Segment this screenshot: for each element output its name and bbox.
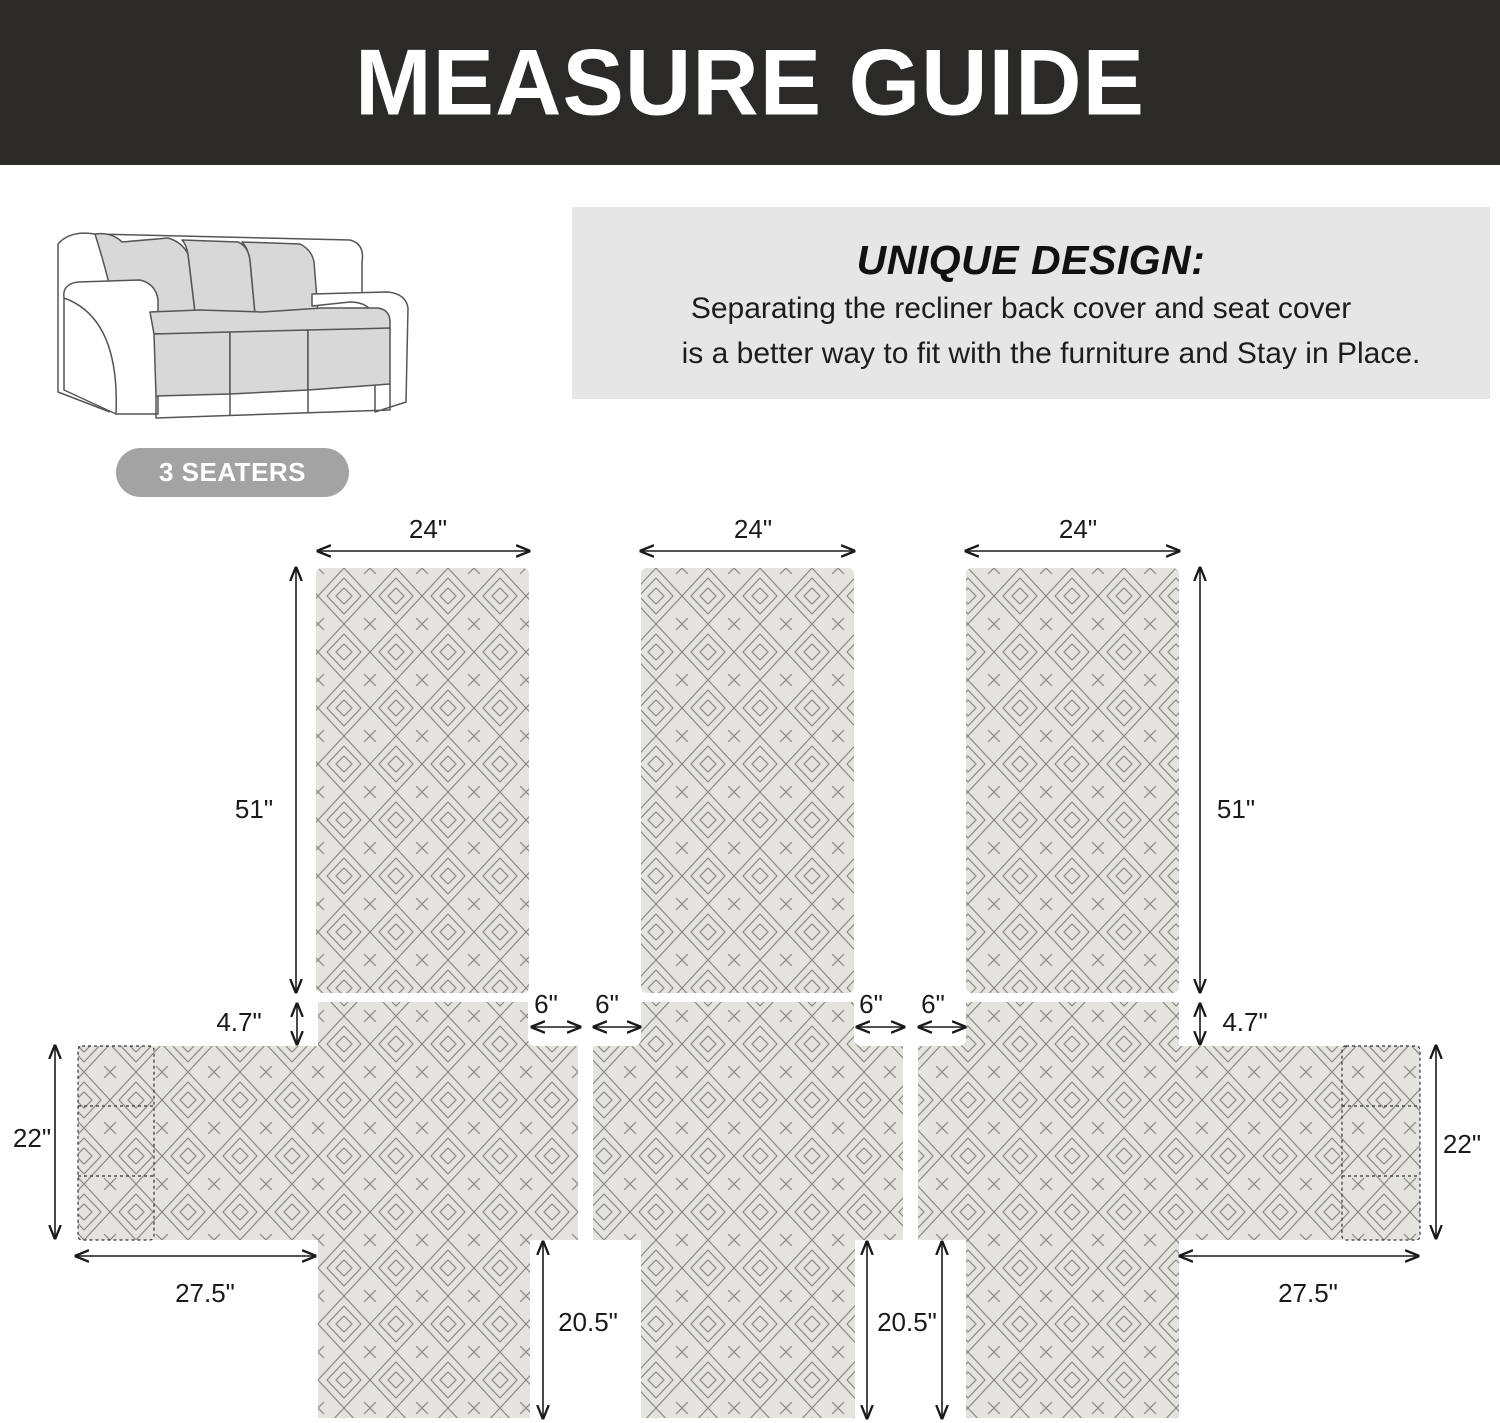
label-footrest-left: 20.5" [558,1307,618,1337]
back-cover-left [316,568,529,993]
unique-design-text-line-2: is a better way to fit with the furniture and Stay in Place. [681,337,1421,370]
label-back-width-middle: 24" [733,514,773,544]
sofa-illustration [50,222,415,432]
label-armrest-width-right: 22" [1442,1129,1482,1159]
label-tuck-3: 6" [859,989,883,1019]
label-tuck-4: 6" [921,989,945,1019]
page-title: MEASURE GUIDE [355,30,1145,135]
label-back-width-right: 24" [1058,514,1098,544]
unique-design-title: UNIQUE DESIGN: [856,237,1206,283]
back-cover-middle [641,568,854,993]
header-banner [0,0,1500,165]
seat-cover-left [78,1002,578,1418]
cover-measure-diagram [0,500,1500,1423]
seat-cover-middle [593,1002,903,1418]
back-cover-right [966,568,1179,993]
label-back-length-right: 51" [1216,794,1256,824]
label-tuck-2: 6" [595,989,619,1019]
seat-cover-right [918,1002,1420,1418]
unique-design-text-line-1: Separating the recliner back cover and seat cover [690,292,1352,325]
label-armrest-width-left: 22" [12,1123,52,1153]
unique-design-panel [572,207,1490,399]
label-armrest-length-right: 27.5" [1278,1278,1338,1308]
label-tuck-1: 6" [534,989,558,1019]
label-armrest-length-left: 27.5" [175,1278,235,1308]
label-footrest-middle: 20.5" [877,1307,937,1337]
label-back-length-left: 51" [234,794,274,824]
label-flap-right: 4.7" [1222,1007,1268,1037]
seaters-badge: 3 SEATERS [116,448,349,497]
label-flap-left: 4.7" [216,1007,262,1037]
label-back-width-left: 24" [408,514,448,544]
